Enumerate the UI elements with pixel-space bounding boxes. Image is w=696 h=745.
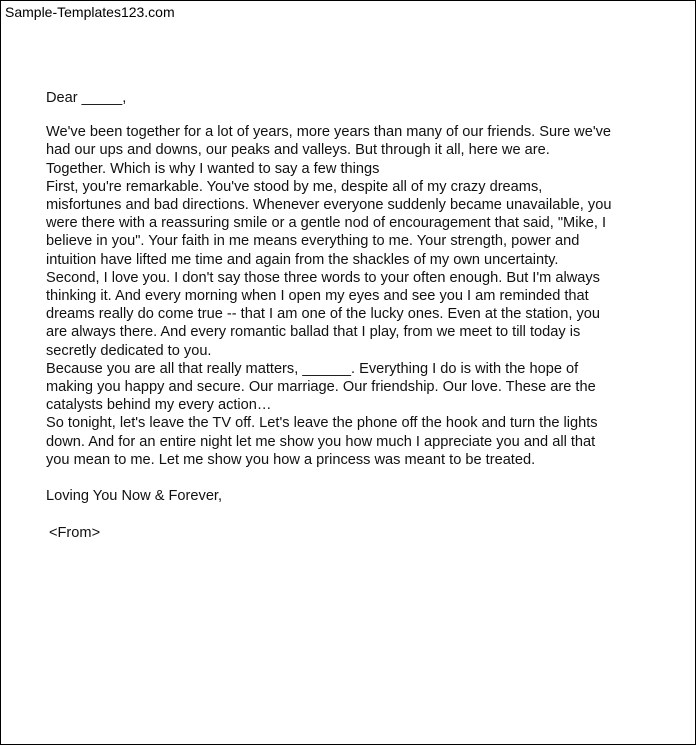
site-watermark: Sample-Templates123.com: [5, 4, 175, 20]
paragraph-spacer: [46, 107, 666, 123]
letter-line: secretly dedicated to you.: [46, 342, 212, 359]
letter-line: intuition have lifted me time and again from the shackles of my own uncertainty.: [46, 251, 559, 268]
letter-line: misfortunes and bad directions. Whenever everyone suddenly became unavailable, you: [46, 197, 612, 214]
paragraph-spacer: [46, 469, 666, 487]
paragraph-spacer: [46, 505, 666, 523]
letter-line: catalysts behind my every action…: [46, 397, 272, 414]
letter-line: Together. Which is why I wanted to say a few things: [46, 160, 380, 177]
letter-line: making you happy and secure. Our marriage. Our friendship. Our love. These are the: [46, 379, 596, 396]
letter-line: thinking it. And every morning when I open my eyes and see you I am reminded that: [46, 288, 589, 305]
letter-line: We've been together for a lot of years, more years than many of our friends. Sure we've: [46, 124, 612, 141]
letter-line: So tonight, let's leave the TV off. Let's leave the phone off the hook and turn the lights: [46, 415, 598, 432]
letter-line: had our ups and downs, our peaks and valleys. But through it all, here we are.: [46, 142, 550, 159]
letter-line: First, you're remarkable. You've stood by me, despite all of my crazy dreams,: [46, 178, 543, 195]
letter-line: Because you are all that really matters, ______. Everything I do is with the hope of: [46, 360, 579, 377]
letter-body: [46, 89, 666, 542]
letter-salutation: Dear _____,: [46, 90, 127, 106]
letter-line: believe in you". Your faith in me means everything to me. Your strength, power and: [46, 233, 580, 250]
letter-line: are always there. And every romantic ballad that I play, from we meet to till today is: [46, 324, 581, 341]
letter-line: down. And for an entire night let me show you how much I appreciate you and all that: [46, 433, 596, 450]
letter-line: you mean to me. Let me show you how a princess was meant to be treated.: [46, 451, 536, 468]
letter-closing: Loving You Now & Forever,: [46, 488, 223, 505]
letter-from: <From>: [49, 524, 101, 541]
letter-line: were there with a reassuring smile or a gentle nod of encouragement that said, "Mike, I: [46, 215, 607, 232]
letter-line: Second, I love you. I don't say those three words to your often enough. But I'm always: [46, 269, 600, 286]
letter-line: dreams really do come true -- that I am one of the lucky ones. Even at the station, you: [46, 306, 601, 323]
